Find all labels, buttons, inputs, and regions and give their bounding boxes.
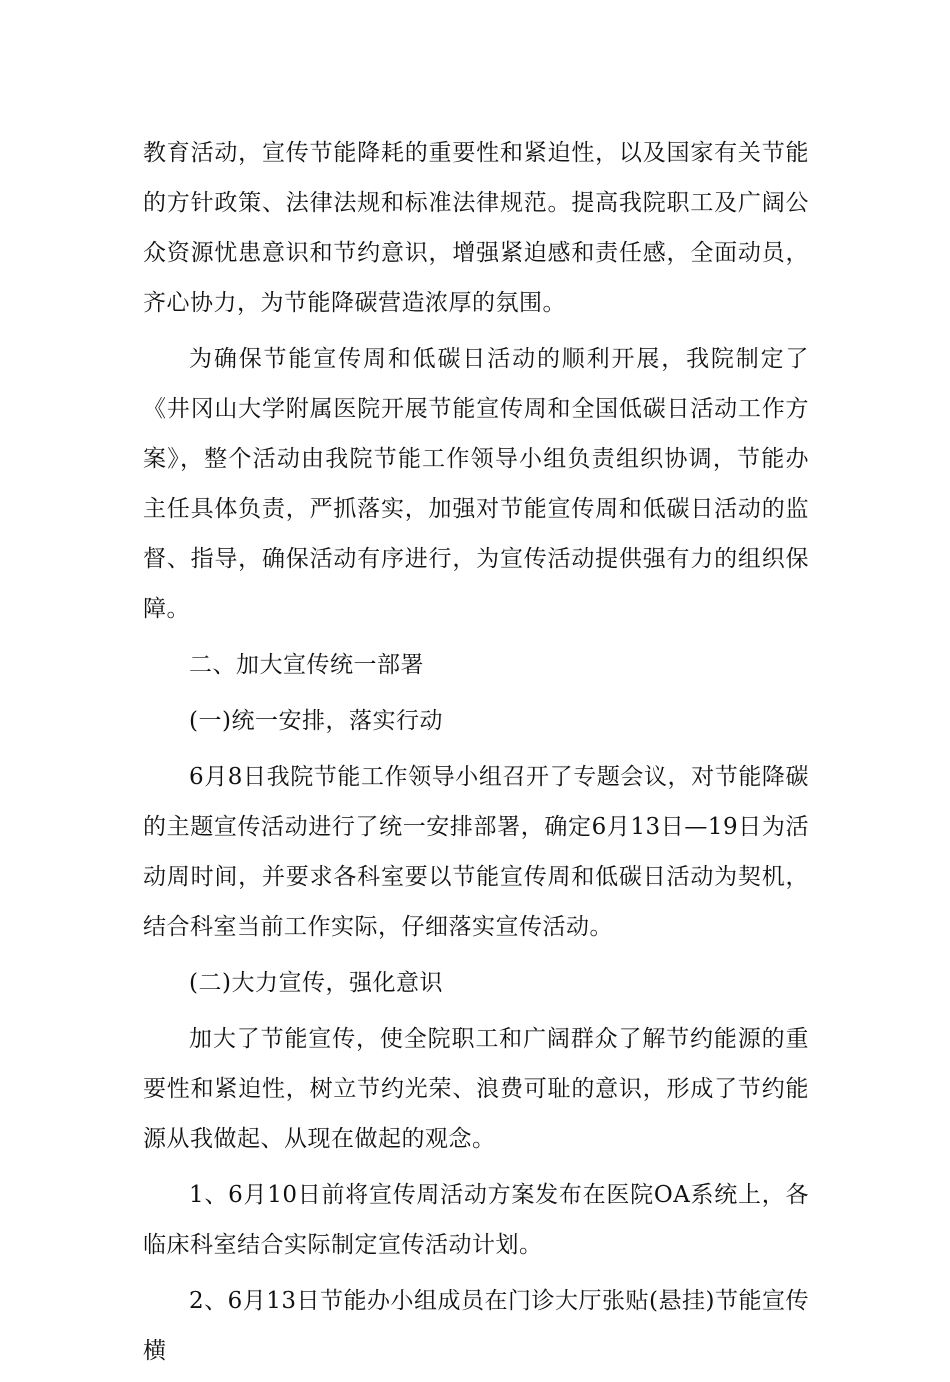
paragraph-3: 6月8日我院节能工作领导小组召开了专题会议，对节能降碳的主题宣传活动进行了统一安排部署，确定6月13日—19日为活动周时间，并要求各科室要以节能宣传周和低碳日活动为契机，结合科室当前工作实际，仔细落实宣传活动。 xyxy=(143,764,809,940)
paragraph-1: 教育活动，宣传节能降耗的重要性和紧迫性，以及国家有关节能的方针政策、法律法规和标准法律规范。提高我院职工及广阔公众资源忧患意识和节约意识，增强紧迫感和责任感，全面动员，齐心协力，为节能降碳营造浓厚的氛围。 xyxy=(143,140,809,316)
list-item-1: 1、6月10日前将宣传周活动方案发布在医院OA系统上，各临床科室结合实际制定宣传活动计划。 xyxy=(143,1182,809,1258)
paragraph-4: 加大了节能宣传，使全院职工和广阔群众了解节约能源的重要性和紧迫性，树立节约光荣、浪费可耻的意识，形成了节约能源从我做起、从现在做起的观念。 xyxy=(143,1026,809,1152)
section-heading: 二、加大宣传统一部署 xyxy=(189,652,424,678)
list-item-2: 2、6月13日节能办小组成员在门诊大厅张贴(悬挂)节能宣传横 xyxy=(143,1288,809,1364)
subsection-heading-2: (二)大力宣传，强化意识 xyxy=(189,970,443,996)
paragraph-2: 为确保节能宣传周和低碳日活动的顺利开展，我院制定了《井冈山大学附属医院开展节能宣传周和全国低碳日活动工作方案》，整个活动由我院节能工作领导小组负责组织协调，节能办主任具体负责，严抓落实，加强对节能宣传周和低碳日活动的监督、指导，确保活动有序进行，为宣传活动提供强有力的组织保障。 xyxy=(143,346,809,622)
document-body xyxy=(143,128,809,1382)
subsection-heading-1: (一)统一安排，落实行动 xyxy=(189,708,443,734)
